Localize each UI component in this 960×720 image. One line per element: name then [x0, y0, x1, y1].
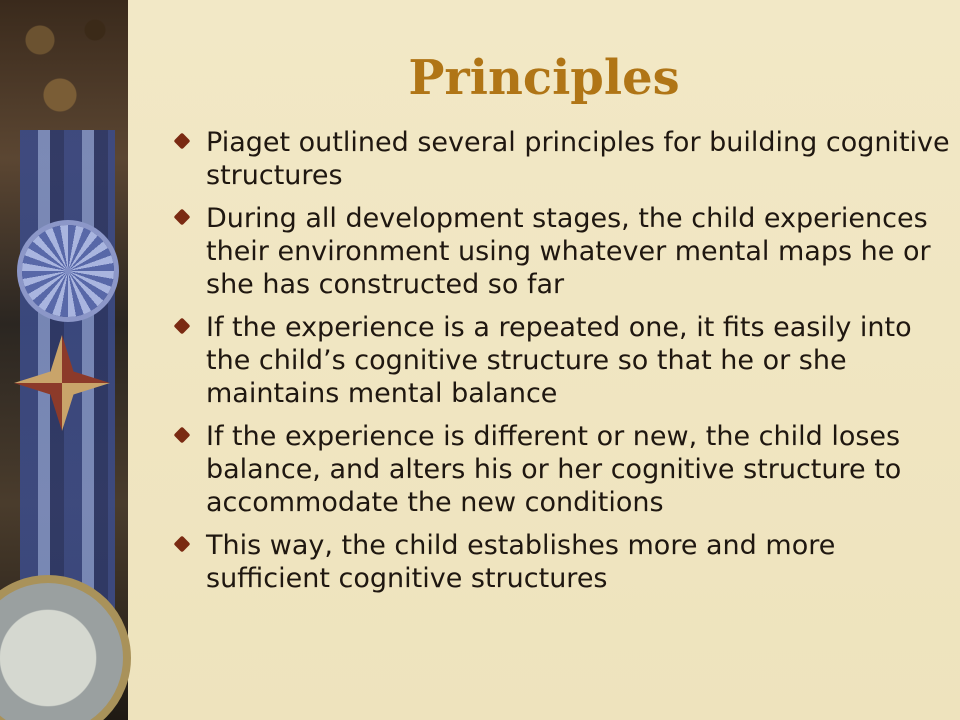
bullet-item [170, 126, 950, 192]
bullet-item [170, 420, 950, 519]
bullet-text: This way, the child establishes more and more sufficient cognitive structures [206, 530, 836, 594]
bullet-item [170, 311, 950, 410]
diamond-bullet-icon [174, 133, 191, 150]
rosette-icon [22, 225, 114, 317]
diamond-bullet-icon [174, 318, 191, 335]
decorative-side-image [0, 0, 128, 720]
diamond-bullet-icon [174, 209, 191, 226]
bullet-text: Piaget outlined several principles for building cognitive structures [206, 127, 950, 191]
bullet-text: If the experience is a repeated one, it fits easily into the child’s cognitive structure so that he or she maintains mental balance [206, 312, 912, 409]
diamond-bullet-icon [174, 536, 191, 553]
bullet-text: If the experience is different or new, the child loses balance, and alters his or her cognitive structure to accommodate the new conditions [206, 421, 902, 518]
bullet-item [170, 529, 950, 595]
bullet-text: During all development stages, the child experiences their environment using whatever mental maps he or she has constructed so far [206, 203, 931, 300]
diamond-bullet-icon [174, 427, 191, 444]
slide-title: Principles [408, 50, 680, 106]
bullet-item [170, 202, 950, 301]
bullet-list [170, 126, 950, 605]
